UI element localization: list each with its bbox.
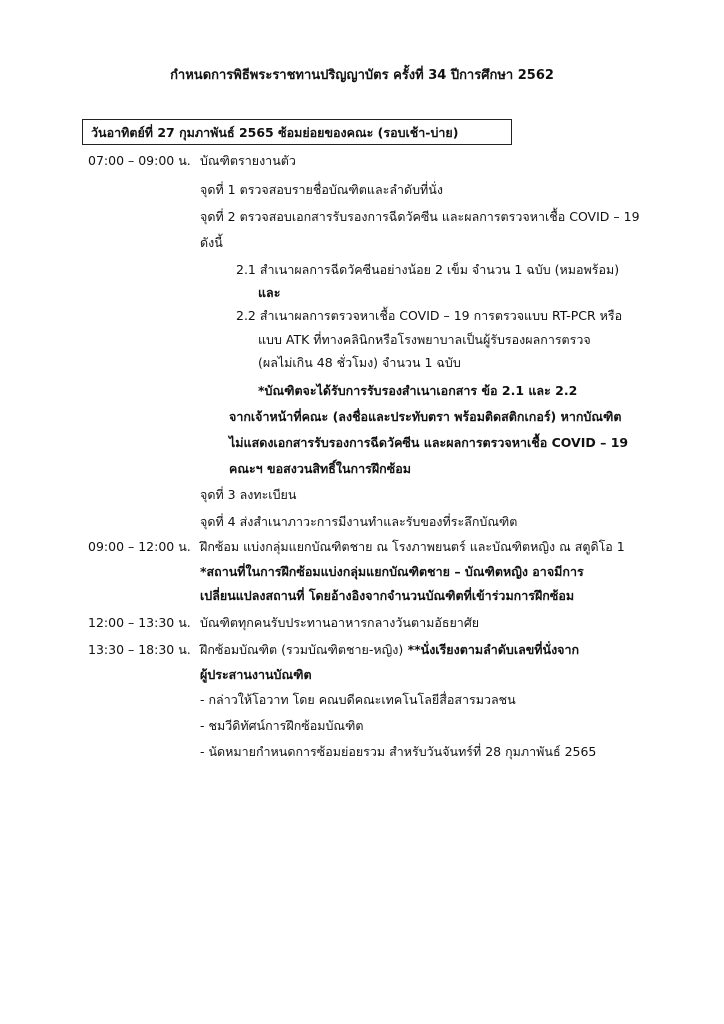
time-slot-1: 07:00 – 09:00 น. — [88, 153, 191, 168]
point-1: จุดที่ 1 ตรวจสอบรายชื่อบัณฑิตและลำดับที่นั่ง — [200, 182, 443, 197]
point-3: จุดที่ 3 ลงทะเบียน — [200, 487, 297, 502]
activity-2: ฝึกซ้อม แบ่งกลุ่มแยกบัณฑิตชาย ณ โรงภาพยนตร์ และบัณฑิตหญิง ณ สตูดิโอ 1 — [200, 539, 625, 554]
point-2: จุดที่ 2 ตรวจสอบเอกสารรับรองการฉีดวัคซีน และผลการตรวจหาเชื้อ COVID – 19 — [200, 209, 640, 224]
item-2-2-cont: แบบ ATK ที่ทางคลินิกหรือโรงพยาบาลเป็นผู้รับรองผลการตรวจ — [258, 332, 591, 347]
document-title: กำหนดการพิธีพระราชทานปริญญาบัตร ครั้งที่ 34 ปีการศึกษา 2562 — [170, 68, 554, 83]
note-1-line-2: จากเจ้าหน้าที่คณะ (ลงชื่อและประทับตรา พร้อมติดสติกเกอร์) หากบัณฑิต — [229, 409, 622, 424]
note-1-line-4: คณะฯ ขอสงวนสิทธิ์ในการฝึกซ้อม — [229, 461, 411, 476]
note-1-line-3: ไม่แสดงเอกสารรับรองการฉีดวัคซีน และผลการตรวจหาเชื้อ COVID – 19 — [229, 435, 629, 450]
item-2-2-cont-2: (ผลไม่เกิน 48 ชั่วโมง) จำนวน 1 ฉบับ — [258, 355, 461, 370]
point-4: จุดที่ 4 ส่งสำเนาภาวะการมีงานทำและรับของที่ระลึกบัณฑิต — [200, 514, 518, 529]
day-header: วันอาทิตย์ที่ 27 กุมภาพันธ์ 2565 ซ้อมย่อยของคณะ (รอบเช้า-บ่าย) — [91, 125, 459, 140]
activity-4 — [200, 640, 579, 660]
bullet-1: - กล่าวให้โอวาท โดย คณบดีคณะเทคโนโลยีสื่อสารมวลชน — [200, 692, 516, 707]
time-slot-2: 09:00 – 12:00 น. — [88, 539, 191, 554]
item-2-1: 2.1 สำเนาผลการฉีดวัคซีนอย่างน้อย 2 เข็ม จำนวน 1 ฉบับ (หมอพร้อม) — [236, 262, 620, 277]
activity-1: บัณฑิตรายงานตัว — [200, 153, 296, 168]
day-header-box — [82, 119, 512, 145]
bullet-2: - ชมวีดิทัศน์การฝึกซ้อมบัณฑิต — [200, 718, 364, 733]
point-2-cont: ดังนี้ — [200, 235, 223, 250]
time-slot-4: 13:30 – 18:30 น. — [88, 642, 191, 657]
activity-4-note: **นั่งเรียงตามลำดับเลขที่นั่งจาก — [403, 642, 580, 657]
item-2-2: 2.2 สำเนาผลการตรวจหาเชื้อ COVID – 19 การตรวจแบบ RT-PCR หรือ — [236, 308, 623, 323]
item-2-1-cont: และ — [258, 285, 281, 300]
activity-3: บัณฑิตทุกคนรับประทานอาหารกลางวันตามอัธยาศัย — [200, 615, 480, 630]
activity-4-cont: ผู้ประสานงานบัณฑิต — [200, 667, 312, 682]
note-1-line-1: *บัณฑิตจะได้รับการรับรองสำเนาเอกสาร ข้อ 2.1 และ 2.2 — [258, 383, 578, 398]
activity-4-text: ฝึกซ้อมบัณฑิต (รวมบัณฑิตชาย-หญิง) — [200, 642, 404, 657]
bullet-3: - นัดหมายกำหนดการซ้อมย่อยรวม สำหรับวันจันทร์ที่ 28 กุมภาพันธ์ 2565 — [200, 744, 597, 759]
note-2-line-1: *สถานที่ในการฝึกซ้อมแบ่งกลุ่มแยกบัณฑิตชาย – บัณฑิตหญิง อาจมีการ — [200, 564, 584, 579]
time-slot-3: 12:00 – 13:30 น. — [88, 615, 191, 630]
note-2-line-2: เปลี่ยนแปลงสถานที่ โดยอ้างอิงจากจำนวนบัณฑิตที่เข้าร่วมการฝึกซ้อม — [200, 588, 575, 603]
